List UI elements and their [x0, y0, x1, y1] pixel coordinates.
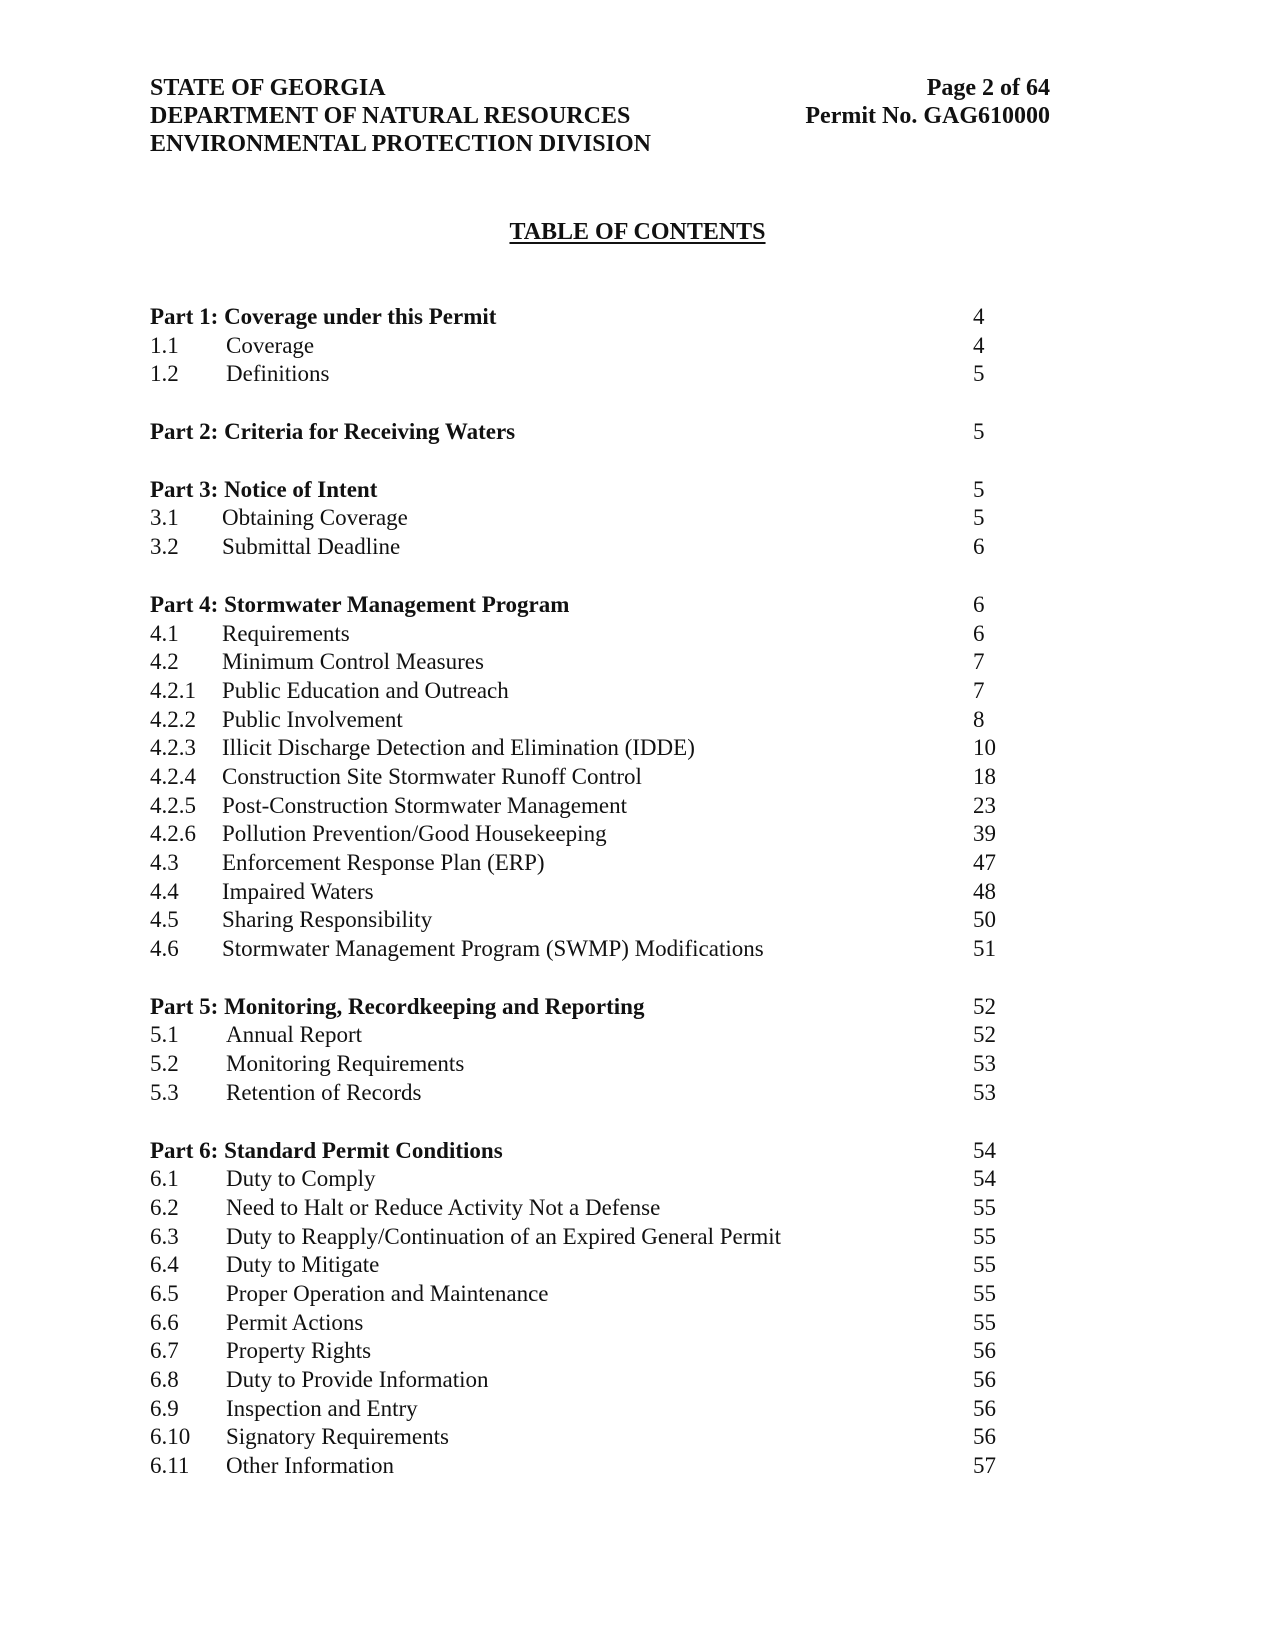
toc-heading [0, 218, 1275, 246]
toc-entry-title: Duty to Reapply/Continuation of an Expired General Permit [226, 1223, 782, 1249]
agency-block [150, 74, 770, 158]
toc-entry-title: Signatory Requirements [226, 1424, 449, 1450]
toc-entry-title: Property Rights [226, 1338, 372, 1364]
toc-entry-number: 1.2 [150, 361, 179, 387]
toc-entry[interactable] [150, 1423, 1010, 1452]
toc-entry-title: Definitions [226, 361, 330, 387]
toc-entry-title: Proper Operation and Maintenance [226, 1280, 549, 1306]
toc-entry-title: Submittal Deadline [222, 534, 401, 560]
toc-entry-number: 6.1 [150, 1166, 179, 1192]
toc-entry[interactable] [150, 1223, 1010, 1252]
toc-page-number: 39 [973, 821, 996, 847]
toc-part-section [150, 993, 1010, 1108]
toc-page-number: 55 [973, 1309, 996, 1335]
toc-entry[interactable] [150, 332, 1010, 361]
toc-entry-number: 3.2 [150, 534, 179, 560]
toc-page-number: 23 [973, 792, 996, 818]
toc-entry-number: 6.6 [150, 1309, 179, 1335]
toc-entry-title: Need to Halt or Reduce Activity Not a Defense [226, 1194, 661, 1220]
toc-entry[interactable] [150, 620, 1010, 649]
toc-page-number: 55 [973, 1194, 996, 1220]
toc-page-number: 56 [973, 1367, 996, 1392]
toc-entry[interactable] [150, 360, 1010, 389]
toc-page-number: 53 [973, 1051, 996, 1077]
toc-entry-title: Requirements [222, 620, 350, 646]
toc-page-number: 5 [973, 505, 985, 531]
toc-page-number: 52 [973, 993, 996, 1019]
toc-entry-number: 5.2 [150, 1051, 179, 1077]
toc-entry-number: 4.2.5 [150, 792, 196, 818]
toc-page-number: 8 [973, 706, 985, 732]
toc-part-title: Part 2: Criteria for Receiving Waters [150, 419, 516, 445]
toc-page-number: 4 [973, 304, 985, 329]
toc-entry-number: 6.11 [150, 1453, 190, 1479]
toc-entry-title: Post-Construction Stormwater Management [222, 792, 627, 818]
toc-entry-title: Retention of Records [226, 1079, 422, 1105]
toc-entry-number: 4.4 [150, 878, 179, 904]
toc-entry-number: 4.2.4 [150, 763, 196, 789]
toc-entry-title: Enforcement Response Plan (ERP) [222, 850, 545, 875]
toc-part-section [150, 1137, 1010, 1481]
toc-entry-title: Inspection and Entry [226, 1395, 418, 1421]
toc-entry[interactable] [150, 763, 1010, 792]
toc-entry[interactable] [150, 792, 1010, 821]
toc-entry-title: Other Information [226, 1453, 394, 1479]
toc-page-number: 51 [973, 936, 996, 962]
toc-entry[interactable] [150, 935, 1010, 964]
toc-entry[interactable] [150, 1280, 1010, 1309]
toc-entry-title: Minimum Control Measures [222, 649, 484, 675]
toc-part-title: Part 1: Coverage under this Permit [150, 304, 497, 329]
toc-entry-number: 4.2 [150, 649, 179, 675]
toc-entry[interactable] [150, 648, 1010, 677]
toc-entry[interactable] [150, 677, 1010, 706]
toc-entry-title: Duty to Mitigate [226, 1252, 380, 1278]
toc-entry[interactable] [150, 706, 1010, 735]
agency-line-division: ENVIRONMENTAL PROTECTION DIVISION [150, 131, 651, 157]
toc-page-number: 6 [973, 534, 985, 560]
toc-entry[interactable] [150, 1050, 1010, 1079]
toc-page-number: 55 [973, 1280, 996, 1306]
toc-page-number: 18 [973, 763, 996, 789]
agency-line-state: STATE OF GEORGIA [150, 75, 386, 101]
toc-entry-title: Construction Site Stormwater Runoff Control [222, 763, 642, 789]
toc-entry-number: 6.5 [150, 1280, 179, 1306]
toc-entry[interactable] [150, 1366, 1010, 1395]
toc-entry-number: 4.6 [150, 936, 179, 962]
toc-entry-number: 4.2.2 [150, 706, 196, 732]
toc-entry[interactable] [150, 849, 1010, 878]
toc-part-title: Part 5: Monitoring, Recordkeeping and Reporting [150, 993, 645, 1019]
toc-entry-title: Monitoring Requirements [226, 1051, 465, 1077]
toc-page-number: 4 [973, 332, 985, 358]
toc-entry-title: Illicit Discharge Detection and Elimination (IDDE) [222, 735, 695, 761]
toc-part-section [150, 418, 1010, 447]
toc-entry-number: 3.1 [150, 505, 179, 531]
page-indicator: Page 2 of 64 [926, 75, 1050, 101]
toc-page-number: 5 [973, 419, 985, 445]
toc-entry-title: Annual Report [226, 1022, 363, 1048]
toc-entry[interactable] [150, 1194, 1010, 1223]
toc-entry[interactable] [150, 1165, 1010, 1194]
toc-page-number: 55 [973, 1223, 996, 1249]
toc-entry-title: Public Education and Outreach [222, 677, 509, 703]
toc-entry-number: 4.3 [150, 850, 179, 875]
toc-entry-number: 5.1 [150, 1022, 179, 1048]
toc-part-entry[interactable] [150, 993, 1010, 1022]
toc-page-number: 7 [973, 649, 985, 675]
toc-part-entry[interactable] [150, 418, 1010, 447]
toc-entry-number: 6.3 [150, 1223, 179, 1249]
toc-page-number: 52 [973, 1022, 996, 1048]
toc-page-number: 6 [973, 591, 985, 617]
toc-entry[interactable] [150, 1079, 1010, 1108]
toc-page-number: 5 [973, 361, 985, 387]
toc-page-number: 5 [973, 476, 985, 502]
toc-entry[interactable] [150, 1021, 1010, 1050]
toc-entry-title: Permit Actions [226, 1309, 364, 1335]
toc-page-number: 54 [973, 1166, 996, 1192]
toc-entry-number: 6.4 [150, 1252, 179, 1278]
toc-page-number: 6 [973, 620, 985, 646]
toc-part-title: Part 6: Standard Permit Conditions [150, 1137, 503, 1163]
toc-entry[interactable] [150, 734, 1010, 763]
toc-page-number: 55 [973, 1252, 996, 1278]
toc-part-entry[interactable] [150, 591, 1010, 620]
toc-page-number: 54 [973, 1137, 996, 1163]
toc-entry[interactable] [150, 533, 1010, 562]
toc-page-number: 56 [973, 1395, 996, 1421]
toc-entry-number: 4.1 [150, 620, 179, 646]
toc-entry[interactable] [150, 1251, 1010, 1280]
toc-part-title: Part 4: Stormwater Management Program [150, 591, 570, 617]
toc-part-entry[interactable] [150, 1137, 1010, 1166]
toc-entry-title: Coverage [226, 332, 315, 358]
toc-part-entry[interactable] [150, 476, 1010, 505]
toc-page-number: 48 [973, 878, 996, 904]
toc-entry-number: 5.3 [150, 1079, 179, 1105]
toc-entry-title: Sharing Responsibility [222, 907, 433, 933]
toc-entry-number: 4.2.6 [150, 821, 196, 847]
toc-entry-number: 6.2 [150, 1194, 179, 1220]
toc-entry-title: Duty to Provide Information [226, 1367, 489, 1392]
toc-entry[interactable] [150, 878, 1010, 907]
toc-entry-title: Pollution Prevention/Good Housekeeping [222, 821, 607, 847]
permit-number: Permit No. GAG610000 [805, 103, 1050, 129]
toc-entry-title: Impaired Waters [222, 878, 374, 904]
toc-page-number: 7 [973, 677, 985, 703]
toc-entry[interactable] [150, 820, 1010, 849]
toc-entry[interactable] [150, 1309, 1010, 1338]
toc-entry-number: 4.2.1 [150, 677, 196, 703]
toc-part-section [150, 303, 1010, 389]
toc-part-section [150, 591, 1010, 964]
toc-entry-number: 6.9 [150, 1395, 179, 1421]
toc-page-number: 10 [973, 735, 996, 761]
toc-entry-number: 6.10 [150, 1424, 191, 1450]
toc-entry[interactable] [150, 1337, 1010, 1366]
toc-page-number: 53 [973, 1079, 996, 1105]
toc-entry[interactable] [150, 504, 1010, 533]
toc-entry-title: Stormwater Management Program (SWMP) Modifications [222, 936, 764, 962]
toc-part-entry[interactable] [150, 303, 1010, 332]
toc-entry-number: 4.5 [150, 907, 179, 933]
table-of-contents [150, 303, 1010, 1510]
toc-part-section [150, 476, 1010, 562]
toc-part-title: Part 3: Notice of Intent [150, 476, 378, 502]
toc-page-number: 56 [973, 1338, 996, 1364]
permit-info-block [770, 74, 1050, 130]
toc-entry[interactable] [150, 906, 1010, 935]
toc-page-number: 57 [973, 1453, 996, 1479]
agency-line-department: DEPARTMENT OF NATURAL RESOURCES [150, 103, 631, 129]
toc-page-number: 50 [973, 907, 996, 933]
toc-entry-title: Public Involvement [222, 706, 403, 732]
toc-heading-text: TABLE OF CONTENTS [509, 219, 766, 245]
toc-page-number: 47 [973, 850, 996, 875]
toc-entry[interactable] [150, 1395, 1010, 1424]
toc-entry[interactable] [150, 1452, 1010, 1481]
toc-entry-title: Obtaining Coverage [222, 505, 408, 531]
toc-entry-number: 6.7 [150, 1338, 179, 1364]
toc-entry-number: 6.8 [150, 1367, 179, 1392]
toc-entry-title: Duty to Comply [226, 1166, 376, 1192]
toc-entry-number: 1.1 [150, 332, 179, 358]
toc-page-number: 56 [973, 1424, 996, 1450]
toc-entry-number: 4.2.3 [150, 735, 196, 761]
